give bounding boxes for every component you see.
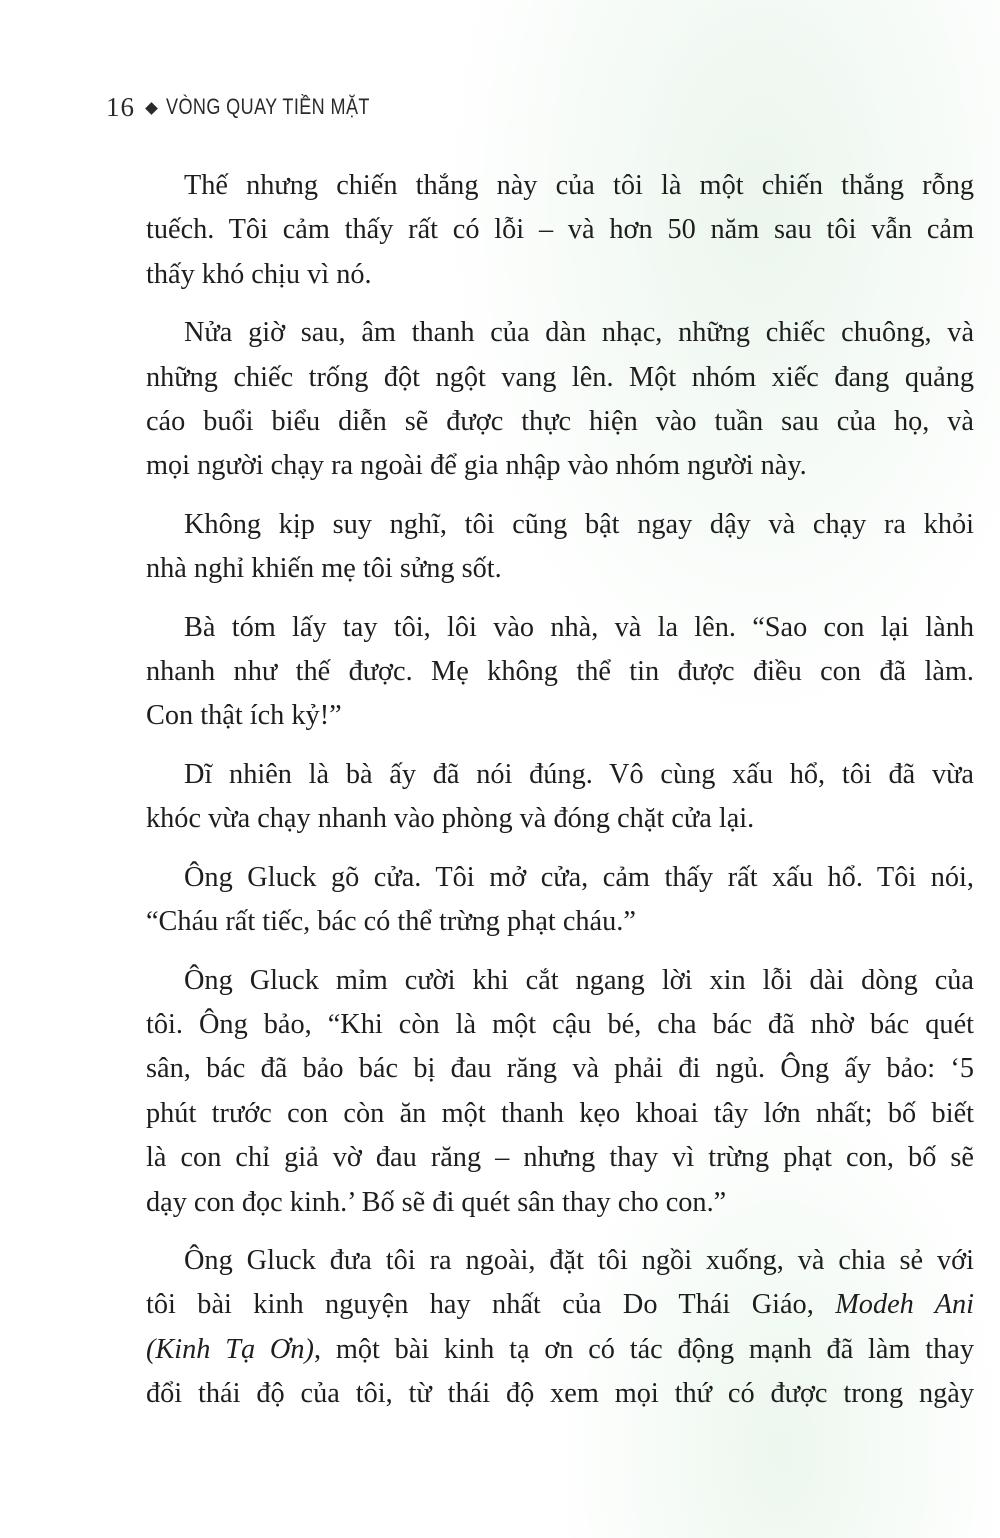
text-line: [108, 1283, 974, 1327]
text-line: Thế nhưng chiến thắng này của tôi là một chiến thắng rỗng: [184, 170, 974, 201]
text-line: sân, bác đã bảo bác bị đau răng và phải đi ngủ. Ông ấy bảo: ‘5: [146, 1053, 974, 1085]
text-line: mọi người chạy ra ngoài để gia nhập vào nhóm người này.: [146, 450, 807, 482]
text-line: nhanh như thế được. Mẹ không thể tin được điều con đã làm.: [146, 656, 974, 688]
text-line: thấy khó chịu vì nó.: [146, 258, 372, 290]
text-line: cáo buổi biểu diễn sẽ được thực hiện vào tuần sau của họ, và: [146, 406, 974, 438]
page-number: 16: [106, 91, 135, 122]
text-line: tuếch. Tôi cảm thấy rất có lỗi – và hơn 50 năm sau tôi vẫn cảm: [146, 214, 974, 246]
paragraph-7: [108, 959, 974, 1225]
prayer-title: Modeh Ani: [835, 1289, 975, 1321]
text-segment: tôi bài kinh nguyện hay nhất của Do Thái Giáo,: [146, 1289, 836, 1321]
paragraph-6: [108, 856, 974, 945]
text-line: Dĩ nhiên là bà ấy đã nói đúng. Vô cùng xấu hổ, tôi đã vừa: [184, 758, 974, 790]
text-line: Ông Gluck đưa tôi ra ngoài, đặt tôi ngồi xuống, và chia sẻ với: [184, 1244, 974, 1276]
text-line: đổi thái độ của tôi, từ thái độ xem mọi thứ có được trong ngày: [146, 1378, 974, 1410]
text-line: [108, 1328, 974, 1372]
text-line: khóc vừa chạy nhanh vào phòng và đóng chặt cửa lại.: [146, 803, 755, 835]
prayer-translation: (Kinh Tạ Ơn): [146, 1333, 314, 1365]
text-line: Nửa giờ sau, âm thanh của dàn nhạc, những chiếc chuông, và: [184, 317, 974, 349]
running-header: [106, 89, 415, 125]
text-line: “Cháu rất tiếc, bác có thể trừng phạt cháu.”: [146, 906, 636, 938]
diamond-bullet-icon: [145, 102, 158, 115]
paragraph-5: [108, 753, 974, 842]
paragraph-4: [108, 606, 974, 739]
text-line: nhà nghỉ khiến mẹ tôi sửng sốt.: [146, 553, 502, 585]
book-title: VÒNG QUAY TIỀN MẶT: [166, 94, 370, 119]
text-line: tôi. Ông bảo, “Khi còn là một cậu bé, cha bác đã nhờ bác quét: [146, 1008, 974, 1040]
text-segment: , một bài kinh tạ ơn có tác động mạnh đã làm thay: [313, 1333, 975, 1365]
text-line: Con thật ích kỷ!”: [146, 700, 342, 732]
paragraph-8: [108, 1239, 974, 1417]
text-line: là con chỉ giả vờ đau răng – nhưng thay vì trừng phạt con, bố sẽ: [146, 1142, 974, 1174]
text-line: dạy con đọc kinh.’ Bố sẽ đi quét sân thay cho con.”: [146, 1186, 727, 1218]
text-line: Không kịp suy nghĩ, tôi cũng bật ngay dậy và chạy ra khỏi: [184, 508, 974, 540]
text-line: phút trước con còn ăn một thanh kẹo khoai tây lớn nhất; bố biết: [146, 1097, 974, 1129]
page-body: [108, 164, 974, 1431]
paragraph-3: [108, 503, 974, 592]
paragraph-1: [108, 164, 974, 297]
text-line: những chiếc trống đột ngột vang lên. Một nhóm xiếc đang quảng: [146, 361, 974, 393]
text-line: Bà tóm lấy tay tôi, lôi vào nhà, và la lên. “Sao con lại lành: [184, 611, 974, 643]
text-line: Ông Gluck gõ cửa. Tôi mở cửa, cảm thấy rất xấu hổ. Tôi nói,: [184, 861, 974, 893]
text-line: Ông Gluck mỉm cười khi cắt ngang lời xin lỗi dài dòng của: [184, 964, 974, 996]
paragraph-2: [108, 311, 974, 489]
